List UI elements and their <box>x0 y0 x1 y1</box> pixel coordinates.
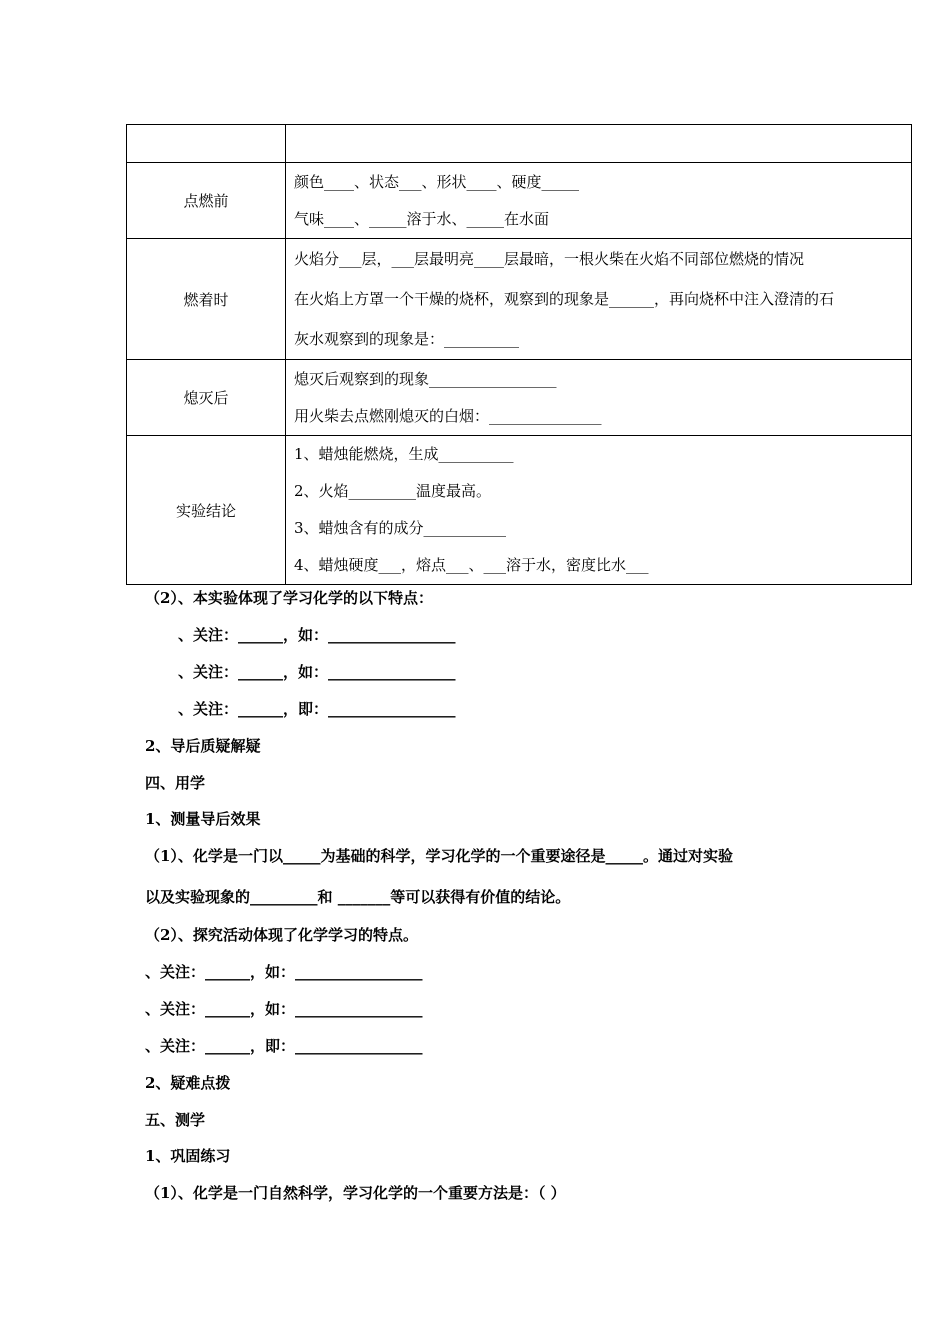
table-line: 2、火焰_________温度最高。 <box>294 482 492 500</box>
row-label: 燃着时 <box>127 239 286 360</box>
section-heading: 四、用学 <box>145 774 206 792</box>
table-line: 火焰分___层，___层最明亮____层最暗，一根火柴在火焰不同部位燃烧的情况 <box>294 250 805 268</box>
fill-blank-line: 、关注：______，如：_________________ <box>145 1000 423 1018</box>
paragraph: （2）、本实验体现了学习化学的以下特点： <box>145 589 433 607</box>
fill-blank-line: 、关注：______，即：_________________ <box>145 1037 423 1055</box>
fill-blank-line: 、关注：______，如：_________________ <box>145 963 423 981</box>
table-line: 灰水观察到的现象是：__________ <box>294 330 520 348</box>
table-row-extinguished <box>127 360 912 436</box>
table-row-conclusion <box>127 436 912 585</box>
table-line: 在火焰上方罩一个干燥的烧杯，观察到的现象是______，再向烧杯中注入澄清的石 <box>294 290 835 308</box>
fill-blank-line: 、关注：______，如：_________________ <box>178 663 456 681</box>
table-line: 用火柴去点燃刚熄灭的白烟：_______________ <box>294 406 602 425</box>
section-heading: 1、巩固练习 <box>145 1147 231 1165</box>
row-content <box>286 436 912 585</box>
table-line: 气味____、_____溶于水、_____在水面 <box>294 209 550 228</box>
section-heading: 1、测量导后效果 <box>145 810 261 828</box>
fill-blank-line: 、关注：______，即：_________________ <box>178 700 456 718</box>
section-heading: 五、测学 <box>145 1111 206 1129</box>
table-line: 熄灭后观察到的现象_________________ <box>294 369 557 388</box>
row-label: 熄灭后 <box>127 360 286 436</box>
paragraph: （1）、化学是一门以_____为基础的科学，学习化学的一个重要途径是_____。通过对实验 <box>145 847 733 865</box>
row-content <box>286 239 912 360</box>
table-line: 颜色____、状态___、形状____、硬度_____ <box>294 172 580 191</box>
paragraph: 以及实验现象的_________和 _______等可以获得有价值的结论。 <box>145 888 571 906</box>
experiment-table <box>126 124 912 585</box>
row-content <box>286 360 912 436</box>
row-label: 实验结论 <box>127 436 286 585</box>
row-label: 点燃前 <box>127 163 286 239</box>
row-label <box>127 125 286 163</box>
row-content <box>286 163 912 239</box>
question: （1）、化学是一门自然科学，学习化学的一个重要方法是：（ ） <box>145 1184 566 1202</box>
section-heading: 2、导后质疑解疑 <box>145 737 261 755</box>
table-line: 4、蜡烛硬度___，熔点___、___溶于水，密度比水___ <box>294 556 649 574</box>
row-content <box>286 125 912 163</box>
fill-blank-line: 、关注：______，如：_________________ <box>178 626 456 644</box>
table-row-before-lighting <box>127 163 912 239</box>
table-row-header <box>127 125 912 163</box>
table-line: 3、蜡烛含有的成分___________ <box>294 519 507 537</box>
table-line: 1、蜡烛能燃烧，生成__________ <box>294 445 514 463</box>
table-row-burning <box>127 239 912 360</box>
section-heading: 2、疑难点拨 <box>145 1074 231 1092</box>
paragraph: （2）、探究活动体现了化学学习的特点。 <box>145 926 418 944</box>
